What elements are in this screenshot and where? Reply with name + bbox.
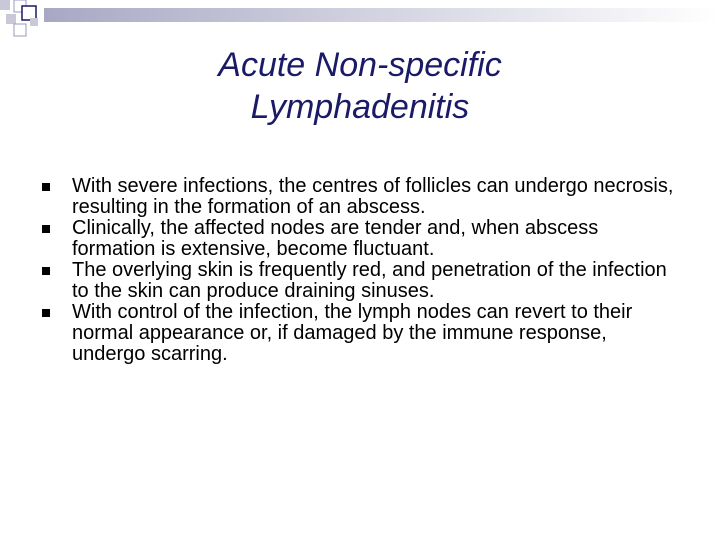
slide-title-line-1: Acute Non-specific bbox=[218, 46, 502, 84]
bullet-list bbox=[42, 176, 682, 365]
header-gradient-bar bbox=[44, 8, 720, 22]
slide-title-line-2: Lymphadenitis bbox=[250, 88, 470, 126]
header-square-6 bbox=[30, 18, 38, 26]
bullet-text: The overlying skin is frequently red, and penetration of the infection to the skin can produce draining sinuses. bbox=[72, 259, 667, 302]
bullet-text: With severe infections, the centres of follicles can undergo necrosis, resulting in the formation of an abscess. bbox=[72, 175, 674, 218]
header-square-5 bbox=[14, 24, 26, 36]
header-square-3 bbox=[22, 6, 36, 20]
header-square-1 bbox=[0, 0, 10, 10]
bullet-item bbox=[42, 176, 682, 218]
bullet-item bbox=[42, 218, 682, 260]
square-bullet-icon bbox=[42, 309, 50, 317]
bullet-text: With control of the infection, the lymph nodes can revert to their normal appearance or, if damaged by the immune response, undergo scarring. bbox=[72, 301, 633, 365]
square-bullet-icon bbox=[42, 267, 50, 275]
bullet-text: Clinically, the affected nodes are tender and, when abscess formation is extensive, become fluctuant. bbox=[72, 217, 599, 260]
slide-title bbox=[60, 44, 660, 128]
square-bullet-icon bbox=[42, 225, 50, 233]
bullet-item bbox=[42, 302, 682, 365]
square-bullet-icon bbox=[42, 183, 50, 191]
bullet-item bbox=[42, 260, 682, 302]
header-square-4 bbox=[6, 14, 16, 24]
